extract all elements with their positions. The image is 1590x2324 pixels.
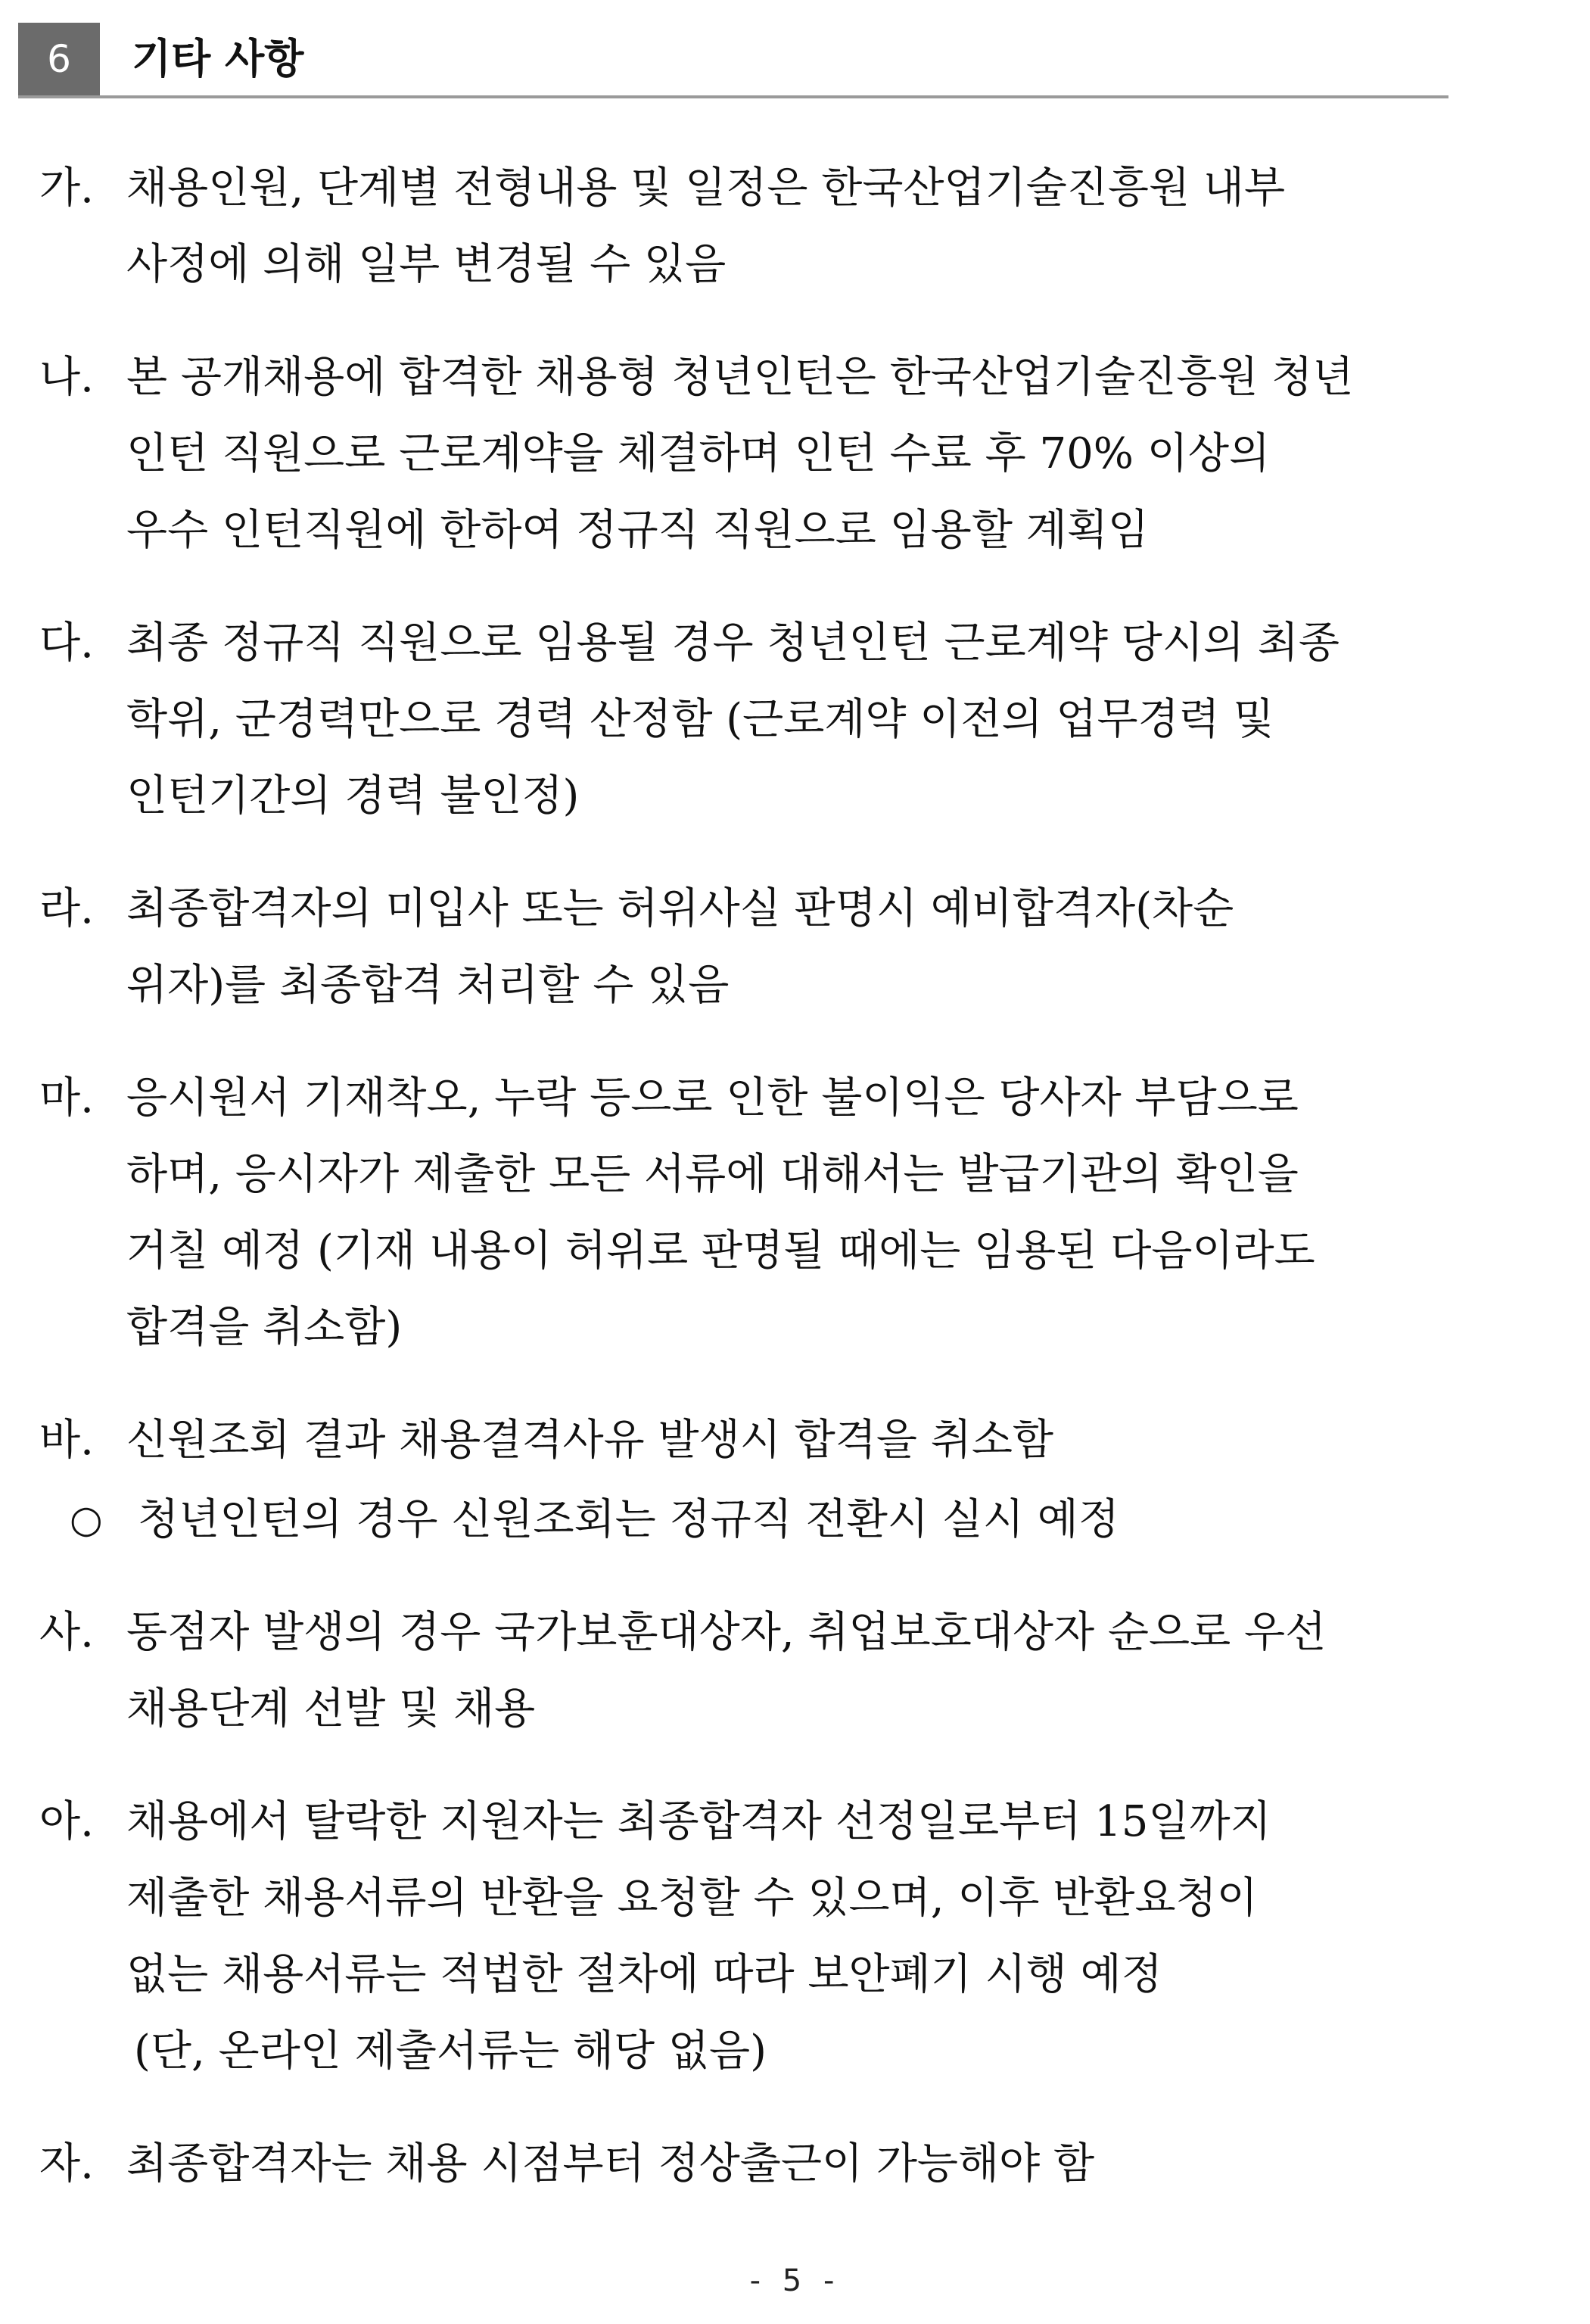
notice-item-na — [39, 339, 1545, 569]
item-marker: 나. — [39, 353, 94, 402]
item-marker: 사. — [39, 1608, 94, 1657]
item-marker: 아. — [39, 1797, 94, 1846]
section-number: 6 — [18, 23, 100, 95]
item-line: 신원조회 결과 채용결격사유 발생시 합격을 취소함 — [126, 1416, 1054, 1465]
notice-subitem — [39, 1481, 1545, 1558]
notice-item-ba — [39, 1402, 1545, 1478]
item-line: 동점자 발생의 경우 국가보훈대상자, 취업보호대상자 순으로 우선 — [126, 1608, 1327, 1657]
item-line: 합격을 취소함) — [126, 1303, 403, 1352]
notice-item-a — [39, 1783, 1545, 2089]
item-line: 하며, 응시자가 제출한 모든 서류에 대해서는 발급기관의 확인을 — [126, 1150, 1299, 1199]
item-line: 우수 인턴직원에 한하여 정규직 직원으로 임용할 계획임 — [126, 506, 1150, 555]
item-line: 최종 정규직 직원으로 임용될 경우 청년인턴 근로계약 당시의 최종 — [126, 618, 1340, 668]
item-marker: 마. — [39, 1073, 94, 1123]
notice-item-ma — [39, 1060, 1545, 1366]
item-line: 채용에서 탈락한 지원자는 최종합격자 선정일로부터 15일까지 — [126, 1797, 1271, 1846]
notice-item-ja — [39, 2126, 1545, 2202]
section-title: 기타 사항 — [132, 35, 304, 83]
item-line: 없는 채용서류는 적법한 절차에 따라 보안폐기 시행 예정 — [126, 1950, 1162, 1999]
item-line: 최종합격자는 채용 시점부터 정상출근이 가능해야 함 — [126, 2139, 1095, 2188]
item-line: 인턴 직원으로 근로계약을 체결하며 인턴 수료 후 70% 이상의 — [126, 429, 1271, 478]
item-line: 응시원서 기재착오, 누락 등으로 인한 불이익은 당사자 부담으로 — [126, 1073, 1299, 1123]
notice-item-da — [39, 605, 1545, 834]
item-line: 학위, 군경력만으로 경력 산정함 (근로계약 이전의 업무경력 및 — [126, 695, 1274, 744]
item-marker: 가. — [39, 164, 94, 213]
item-marker: 자. — [39, 2139, 94, 2188]
item-line: 채용인원, 단계별 전형내용 및 일정은 한국산업기술진흥원 내부 — [126, 164, 1286, 213]
notice-item-ga — [39, 150, 1545, 303]
item-line: 제출한 채용서류의 반환을 요청할 수 있으며, 이후 반환요청이 — [126, 1874, 1258, 1923]
bullet-circle-icon: ○ — [70, 1497, 103, 1541]
item-marker: 라. — [39, 884, 94, 933]
page-number: - 5 - — [749, 2263, 841, 2298]
notice-item-sa — [39, 1594, 1545, 1747]
item-line: (단, 온라인 제출서류는 해당 없음) — [134, 2026, 767, 2076]
notice-list — [39, 150, 1545, 2238]
item-line: 사정에 의해 일부 변경될 수 있음 — [126, 240, 727, 289]
item-marker: 바. — [39, 1416, 94, 1465]
item-marker: 다. — [39, 618, 94, 668]
item-line: 위자)를 최종합격 처리할 수 있음 — [126, 961, 730, 1010]
subitem-text: 청년인턴의 경우 신원조회는 정규직 전환시 실시 예정 — [138, 1495, 1119, 1544]
notice-item-ra — [39, 871, 1545, 1023]
item-line: 거칠 예정 (기재 내용이 허위로 판명될 때에는 임용된 다음이라도 — [126, 1226, 1315, 1276]
section-header — [18, 23, 1448, 98]
item-line: 인턴기간의 경력 불인정) — [126, 771, 580, 821]
item-line: 최종합격자의 미입사 또는 허위사실 판명시 예비합격자(차순 — [126, 884, 1234, 933]
item-line: 본 공개채용에 합격한 채용형 청년인턴은 한국산업기술진흥원 청년 — [126, 353, 1354, 402]
item-line: 채용단계 선발 및 채용 — [126, 1684, 536, 1734]
